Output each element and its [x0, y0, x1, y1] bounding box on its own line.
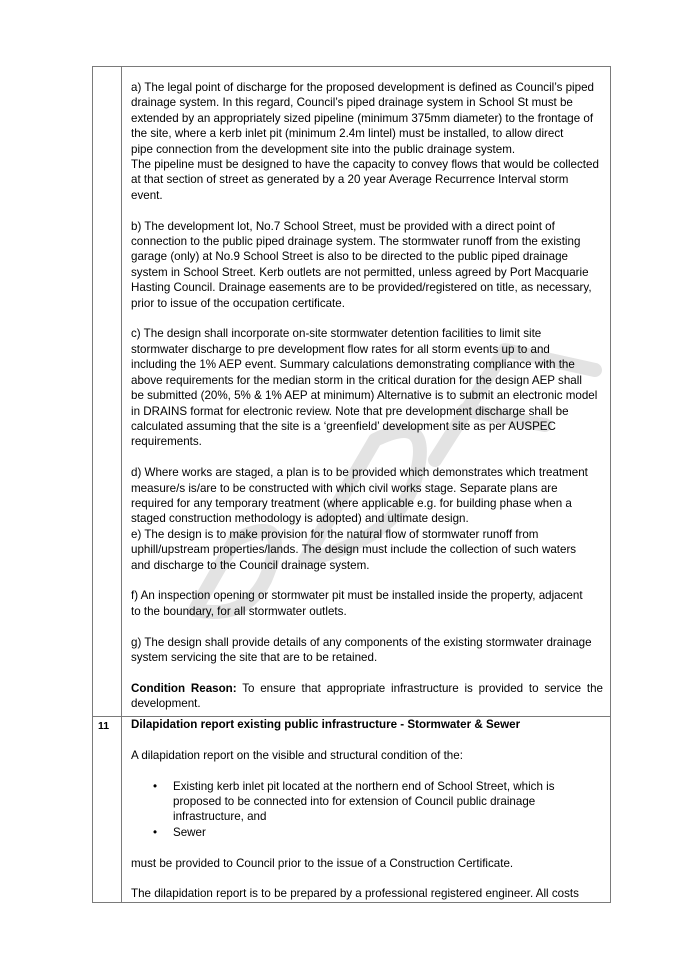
condition-reason-label: Condition Reason:	[131, 681, 237, 695]
text-line: pipe connection from the development site into the public drainage system.	[131, 142, 516, 156]
text-line: d) Where works are staged, a plan is to be provided which demonstrates which treatment	[131, 466, 588, 480]
text-line: to the boundary, for all stormwater outlets.	[131, 604, 347, 618]
text-line: garage (only) at No.9 School Street is also to be directed to the public piped drainage	[131, 250, 568, 264]
bullet-line: infrastructure, and	[173, 810, 267, 824]
text-line: prior to issue of the occupation certificate.	[131, 296, 345, 310]
text-line: at that section of street as generated by a 20 year Average Recurrence Interval storm	[131, 173, 569, 187]
text-line: in DRAINS format for electronic review. Note that pre development discharge shall be	[131, 404, 569, 418]
text-line: and discharge to the Council drainage system.	[131, 558, 370, 572]
text-line: a) The legal point of discharge for the proposed development is defined as Council’s piped	[131, 81, 594, 94]
text-line: f) An inspection opening or stormwater pit must be installed inside the property, adjacent	[131, 589, 583, 603]
bullet-icon: •	[153, 825, 158, 839]
text-line: requirements.	[131, 435, 202, 449]
text-line: uphill/upstream properties/lands. The design must include the collection of such waters	[131, 543, 577, 557]
text-line: event.	[131, 188, 163, 202]
text-line: system servicing the site that are to be retained.	[131, 650, 378, 664]
clause-d-e	[131, 465, 603, 573]
previous-condition-cell	[131, 80, 603, 712]
text-line: calculated assuming that the site is a ‘greenfield’ development site as per AUSPEC	[131, 419, 556, 433]
clause-g	[131, 635, 603, 666]
text-line: system in School Street. Kerb outlets are not permitted, unless agreed by Port Macquarie	[131, 265, 589, 279]
clause-f	[131, 588, 603, 619]
condition-reason-text: To ensure that appropriate infrastructure is provided to service the development.	[131, 681, 603, 711]
text-line: Hasting Council. Drainage easements are to be provided/registered on title, as necessary,	[131, 281, 592, 295]
list-item	[131, 779, 603, 825]
condition-requirement: must be provided to Council prior to the issue of a Construction Certificate.	[131, 856, 514, 870]
text-line: drainage system. In this regard, Council’s piped drainage system in School St must be	[131, 96, 573, 110]
bullet-line: Existing kerb inlet pit located at the northern end of School Street, which is	[173, 779, 555, 793]
bullet-line: Sewer	[173, 825, 206, 839]
table-column-divider	[121, 66, 122, 903]
text-line: b) The development lot, No.7 School Street, must be provided with a direct point of	[131, 219, 555, 233]
condition-reason	[131, 681, 603, 712]
text-line: above requirements for the median storm in the critical duration for the design AEP shall	[131, 373, 582, 387]
text-line: staged construction methodology is adopted) and ultimate design.	[131, 512, 469, 526]
clause-c	[131, 326, 603, 449]
text-line: including the 1% AEP event. Summary calculations demonstrating compliance with the	[131, 358, 575, 372]
text-line: the site, where a kerb inlet pit (minimum 2.4m lintel) must be installed, to allow direct	[131, 127, 564, 141]
text-line: connection to the public piped drainage system. The stormwater runoff from the existing	[131, 235, 581, 249]
text-line: measure/s is/are to be constructed with which civil works stage. Separate plans are	[131, 481, 558, 495]
condition-bullet-list	[131, 779, 603, 841]
text-line: e) The design is to make provision for the natural flow of stormwater runoff from	[131, 527, 539, 541]
condition-number: 11	[98, 720, 110, 732]
bullet-line: proposed to be connected into for extension of Council public drainage	[173, 795, 536, 808]
clause-a	[131, 80, 603, 203]
text-line: c) The design shall incorporate on-site stormwater detention facilities to limit site	[131, 327, 542, 341]
text-line: required for any temporary treatment (where applicable e.g. for building phase when a	[131, 496, 572, 510]
list-item	[131, 825, 603, 840]
condition-11-cell	[131, 717, 603, 902]
condition-title: Dilapidation report existing public infrastructure - Stormwater & Sewer	[131, 718, 521, 731]
text-line: be submitted (20%, 5% & 1% AEP at minimum) Alternative is to submit an electronic model	[131, 389, 598, 403]
condition-intro: A dilapidation report on the visible and structural condition of the:	[131, 748, 463, 762]
clause-b	[131, 219, 603, 311]
text-line: extended by an appropriately sized pipeline (minimum 375mm diameter) to the frontage of	[131, 111, 594, 125]
text-line: stormwater discharge to pre development flow rates for all storm events up to and	[131, 342, 550, 356]
text-line: The pipeline must be designed to have the capacity to convey flows that would be collected	[131, 158, 599, 172]
bullet-icon: •	[153, 779, 158, 793]
text-line: g) The design shall provide details of any components of the existing stormwater drainage	[131, 635, 592, 649]
condition-engineer-note: The dilapidation report is to be prepared by a professional registered engineer. All costs	[131, 887, 579, 901]
